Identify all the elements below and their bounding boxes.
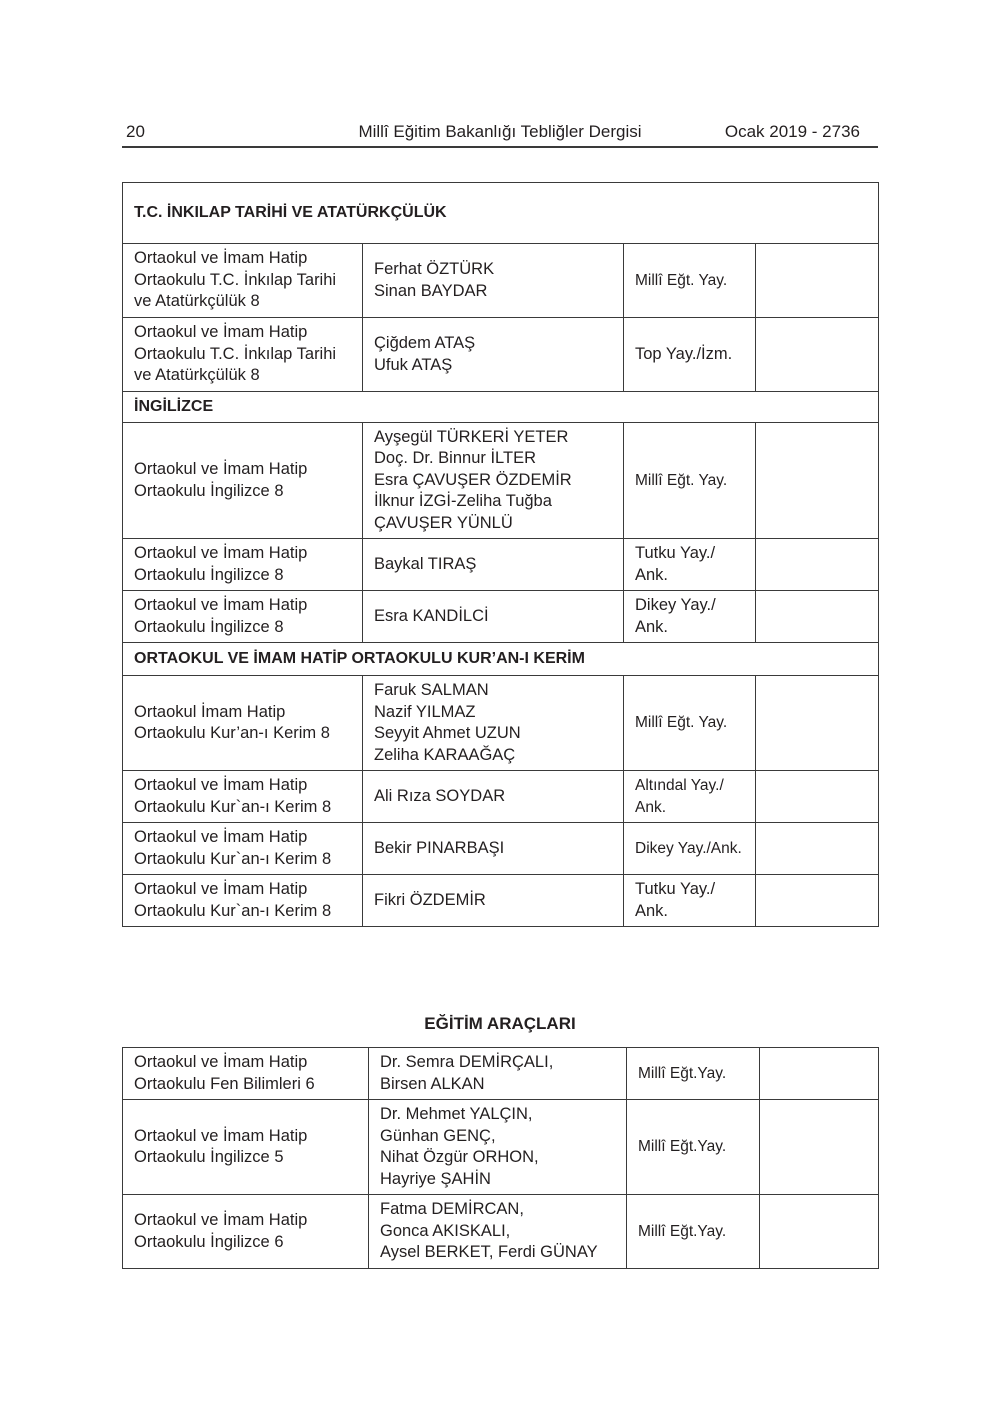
journal-title: Millî Eğitim Bakanlığı Tebliğler Dergisi [358, 122, 642, 141]
publisher-cell: Altındal Yay./ Ank. [624, 771, 756, 823]
table-row [123, 318, 879, 392]
table-row [123, 539, 879, 591]
publisher-cell: Millî Eğt.Yay. [627, 1100, 760, 1195]
publisher-cell: Tutku Yay./ Ank. [624, 539, 756, 591]
table-row [123, 823, 879, 875]
book-title-cell: Ortaokul ve İmam Hatip Ortaokulu T.C. İnkılap Tarihi ve Atatürkçülük 8 [123, 318, 363, 392]
section-header-row [123, 392, 879, 423]
publisher-cell: Dikey Yay./Ank. [624, 823, 756, 875]
publisher-cell: Millî Eğt. Yay. [624, 676, 756, 771]
textbook-table [122, 182, 879, 927]
table-row [123, 591, 879, 643]
section-header-row [123, 643, 879, 676]
empty-cell [756, 539, 879, 591]
empty-cell [756, 823, 879, 875]
book-title-cell: Ortaokul ve İmam Hatip Ortaokulu İngilizce 8 [123, 423, 363, 539]
empty-cell [756, 875, 879, 927]
authors-cell: Dr. Semra DEMİRÇALI, Birsen ALKAN [369, 1048, 627, 1100]
book-title-cell: Ortaokul ve İmam Hatip Ortaokulu İngilizce 6 [123, 1195, 369, 1269]
empty-cell [756, 318, 879, 392]
authors-cell: Ali Rıza SOYDAR [363, 771, 624, 823]
book-title-cell: Ortaokul ve İmam Hatip Ortaokulu İngilizce 8 [123, 591, 363, 643]
book-title-cell: Ortaokul ve İmam Hatip Ortaokulu İngilizce 5 [123, 1100, 369, 1195]
publisher-cell: Millî Eğt. Yay. [624, 423, 756, 539]
empty-cell [760, 1100, 879, 1195]
book-title-cell: Ortaokul ve İmam Hatip Ortaokulu Kur`an-ı Kerim 8 [123, 771, 363, 823]
authors-cell: Ayşegül TÜRKERİ YETER Doç. Dr. Binnur İLTER Esra ÇAVUŞER ÖZDEMİR İlknur İZGİ-Zeliha Tuğba ÇAVUŞER YÜNLÜ [363, 423, 624, 539]
table-row [123, 423, 879, 539]
section-title-egitim-araclari: EĞİTİM ARAÇLARI [424, 1014, 576, 1033]
authors-cell: Bekir PINARBAŞI [363, 823, 624, 875]
authors-cell: Fikri ÖZDEMİR [363, 875, 624, 927]
publisher-cell: Dikey Yay./ Ank. [624, 591, 756, 643]
empty-cell [760, 1048, 879, 1100]
table-row [123, 244, 879, 318]
empty-cell [756, 676, 879, 771]
educational-tools-table [122, 1047, 879, 1269]
empty-cell [756, 771, 879, 823]
page-number: 20 [126, 122, 145, 141]
page-header [122, 118, 878, 148]
section-title: T.C. İNKILAP TARİHİ VE ATATÜRKÇÜLÜK [123, 183, 879, 244]
publisher-cell: Millî Eğt.Yay. [627, 1048, 760, 1100]
authors-cell: Esra KANDİLCİ [363, 591, 624, 643]
book-title-cell: Ortaokul ve İmam Hatip Ortaokulu Kur`an-ı Kerim 8 [123, 875, 363, 927]
empty-cell [756, 591, 879, 643]
authors-cell: Baykal TIRAŞ [363, 539, 624, 591]
table-row [123, 1100, 879, 1195]
book-title-cell: Ortaokul ve İmam Hatip Ortaokulu Fen Bilimleri 6 [123, 1048, 369, 1100]
empty-cell [760, 1195, 879, 1269]
publisher-cell: Top Yay./İzm. [624, 318, 756, 392]
issue-info: Ocak 2019 - 2736 [724, 122, 860, 141]
book-title-cell: Ortaokul İmam Hatip Ortaokulu Kur’an-ı Kerim 8 [123, 676, 363, 771]
book-title-cell: Ortaokul ve İmam Hatip Ortaokulu T.C. İnkılap Tarihi ve Atatürkçülük 8 [123, 244, 363, 318]
authors-cell: Fatma DEMİRCAN, Gonca AKISKALI, Aysel BERKET, Ferdi GÜNAY [369, 1195, 627, 1269]
table-row [123, 676, 879, 771]
table-row [123, 1195, 879, 1269]
book-title-cell: Ortaokul ve İmam Hatip Ortaokulu Kur`an-ı Kerim 8 [123, 823, 363, 875]
authors-cell: Ferhat ÖZTÜRK Sinan BAYDAR [363, 244, 624, 318]
publisher-cell: Millî Eğt.Yay. [627, 1195, 760, 1269]
table-row [123, 771, 879, 823]
authors-cell: Çiğdem ATAŞ Ufuk ATAŞ [363, 318, 624, 392]
authors-cell: Dr. Mehmet YALÇIN, Günhan GENÇ, Nihat Özgür ORHON, Hayriye ŞAHİN [369, 1100, 627, 1195]
empty-cell [756, 423, 879, 539]
section-header-row [123, 183, 879, 244]
book-title-cell: Ortaokul ve İmam Hatip Ortaokulu İngilizce 8 [123, 539, 363, 591]
table-row [123, 1048, 879, 1100]
empty-cell [756, 244, 879, 318]
publisher-cell: Tutku Yay./ Ank. [624, 875, 756, 927]
section-title: İNGİLİZCE [123, 392, 879, 423]
publisher-cell: Millî Eğt. Yay. [624, 244, 756, 318]
table-row [123, 875, 879, 927]
section-title: ORTAOKUL VE İMAM HATİP ORTAOKULU KUR’AN-I KERİM [123, 643, 879, 676]
authors-cell: Faruk SALMAN Nazif YILMAZ Seyyit Ahmet UZUN Zeliha KARAAĞAÇ [363, 676, 624, 771]
